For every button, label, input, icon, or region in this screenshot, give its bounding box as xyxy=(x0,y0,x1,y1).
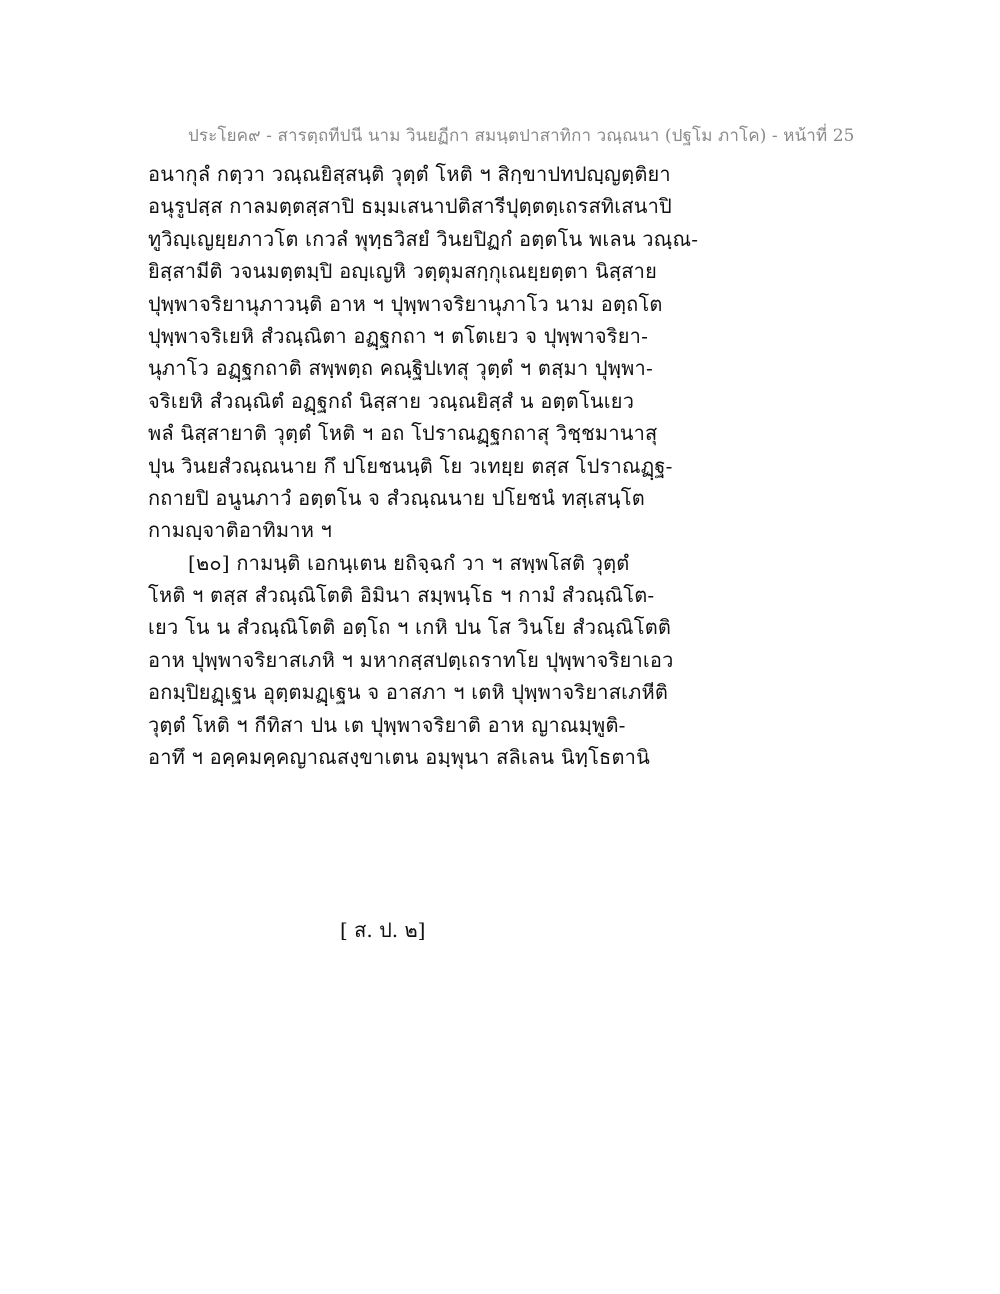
text-line: อนากุลํ กตฺวา วณฺณยิสฺสนฺติ วุตฺตํ โหติ ฯ สิกฺขาปทปญฺญตฺติยา xyxy=(148,162,671,186)
text-line: อกมฺปิยฏฺเฐน อุตฺตมฏฺเฐน จ อาสภา ฯ เตหิ ปุพฺพาจริยาสเภหีติ xyxy=(148,680,669,705)
text-line: พลํ นิสฺสายาติ วุตฺตํ โหติ ฯ อถ โปราณฏฺฐกถาสุ วิชฺชมานาสุ xyxy=(148,421,658,446)
page-reference: [ ส. ป. ๒] xyxy=(340,918,426,942)
text-line: อนุรูปสฺส กาลมตฺตสฺสาปิ ธมฺมเสนาปติสารีปุตฺตตฺเถรสทิเสนาปิ xyxy=(148,194,672,219)
text-line: ยิสฺสามีติ วจนมตฺตมฺปิ อญฺเญหิ วตฺตุมสกฺกุเณยฺยตฺตา นิสฺสาย xyxy=(148,259,658,284)
text-line: อาห ปุพฺพาจริยาสเภหิ ฯ มหากสฺสปตฺเถราทโย ปุพฺพาจริยาเอว xyxy=(148,647,674,672)
text-line: เยว โน น สํวณฺณิโตติ อตฺโถ ฯ เกหิ ปน โส วินโย สํวณฺณิโตติ xyxy=(148,615,672,640)
text-line: โหติ ฯ ตสฺส สํวณฺณิโตติ อิมินา สมฺพนฺโธ ฯ กามํ สํวณฺณิโต- xyxy=(148,583,655,608)
page-header: ประโยค๙ - สารตฺถทีปนี นาม วินยฏีกา สมนฺตปาสาทิกา วณฺณนา (ปฐโม ภาโค) - หน้าที่ 25 xyxy=(188,126,855,146)
text-line: วุตฺตํ โหติ ฯ กีทิสา ปน เต ปุพฺพาจริยาติ อาห ญาณมฺพูติ- xyxy=(148,712,626,737)
text-line: อาทึ ฯ อคฺคมคฺคญาณสงฺขาเตน อมฺพุนา สลิเลน นิทฺโธตานิ xyxy=(148,745,650,770)
text-line: ทูวิญฺเญยฺยภาวโต เกวลํ พุทฺธวิสยํ วินยปิฏกํ อตฺตโน พเลน วณฺณ- xyxy=(148,226,699,251)
paragraph-start-line: [๒๐] กามนฺติ เอกนฺเตน ยถิจฺฉกํ วา ฯ สพฺพโสติ วุตฺตํ xyxy=(188,550,630,575)
text-line: ปุพฺพาจริเยหิ สํวณฺณิตา อฏฺฐกถา ฯ ตโตเยว จ ปุพฺพาจริยา- xyxy=(148,323,649,348)
text-line: กถายปิ อนูนภาวํ อตฺตโน จ สํวณฺณนาย ปโยชนํ ทสฺเสนฺโต xyxy=(148,485,645,510)
text-line: ปุพฺพาจริยานุภาวนฺติ อาห ฯ ปุพฺพาจริยานุภาโว นาม อตฺถโต xyxy=(148,291,663,316)
text-line: ปุน วินยสํวณฺณนาย กึ ปโยชนนฺติ โย วเทยฺย ตสฺส โปราณฏฺฐ- xyxy=(148,453,673,478)
text-line: จริเยหิ สํวณฺณิตํ อฏฺฐกถํ นิสฺสาย วณฺณยิสฺสํ น อตฺตโนเยว xyxy=(148,388,635,413)
text-line: กามญฺจาติอาทิมาห ฯ xyxy=(148,518,333,543)
body-text xyxy=(148,158,699,773)
text-line: นุภาโว อฏฺฐกถาติ สพฺพตฺถ คณฺฐิปเทสุ วุตฺตํ ฯ ตสฺมา ปุพฺพา- xyxy=(148,356,653,381)
